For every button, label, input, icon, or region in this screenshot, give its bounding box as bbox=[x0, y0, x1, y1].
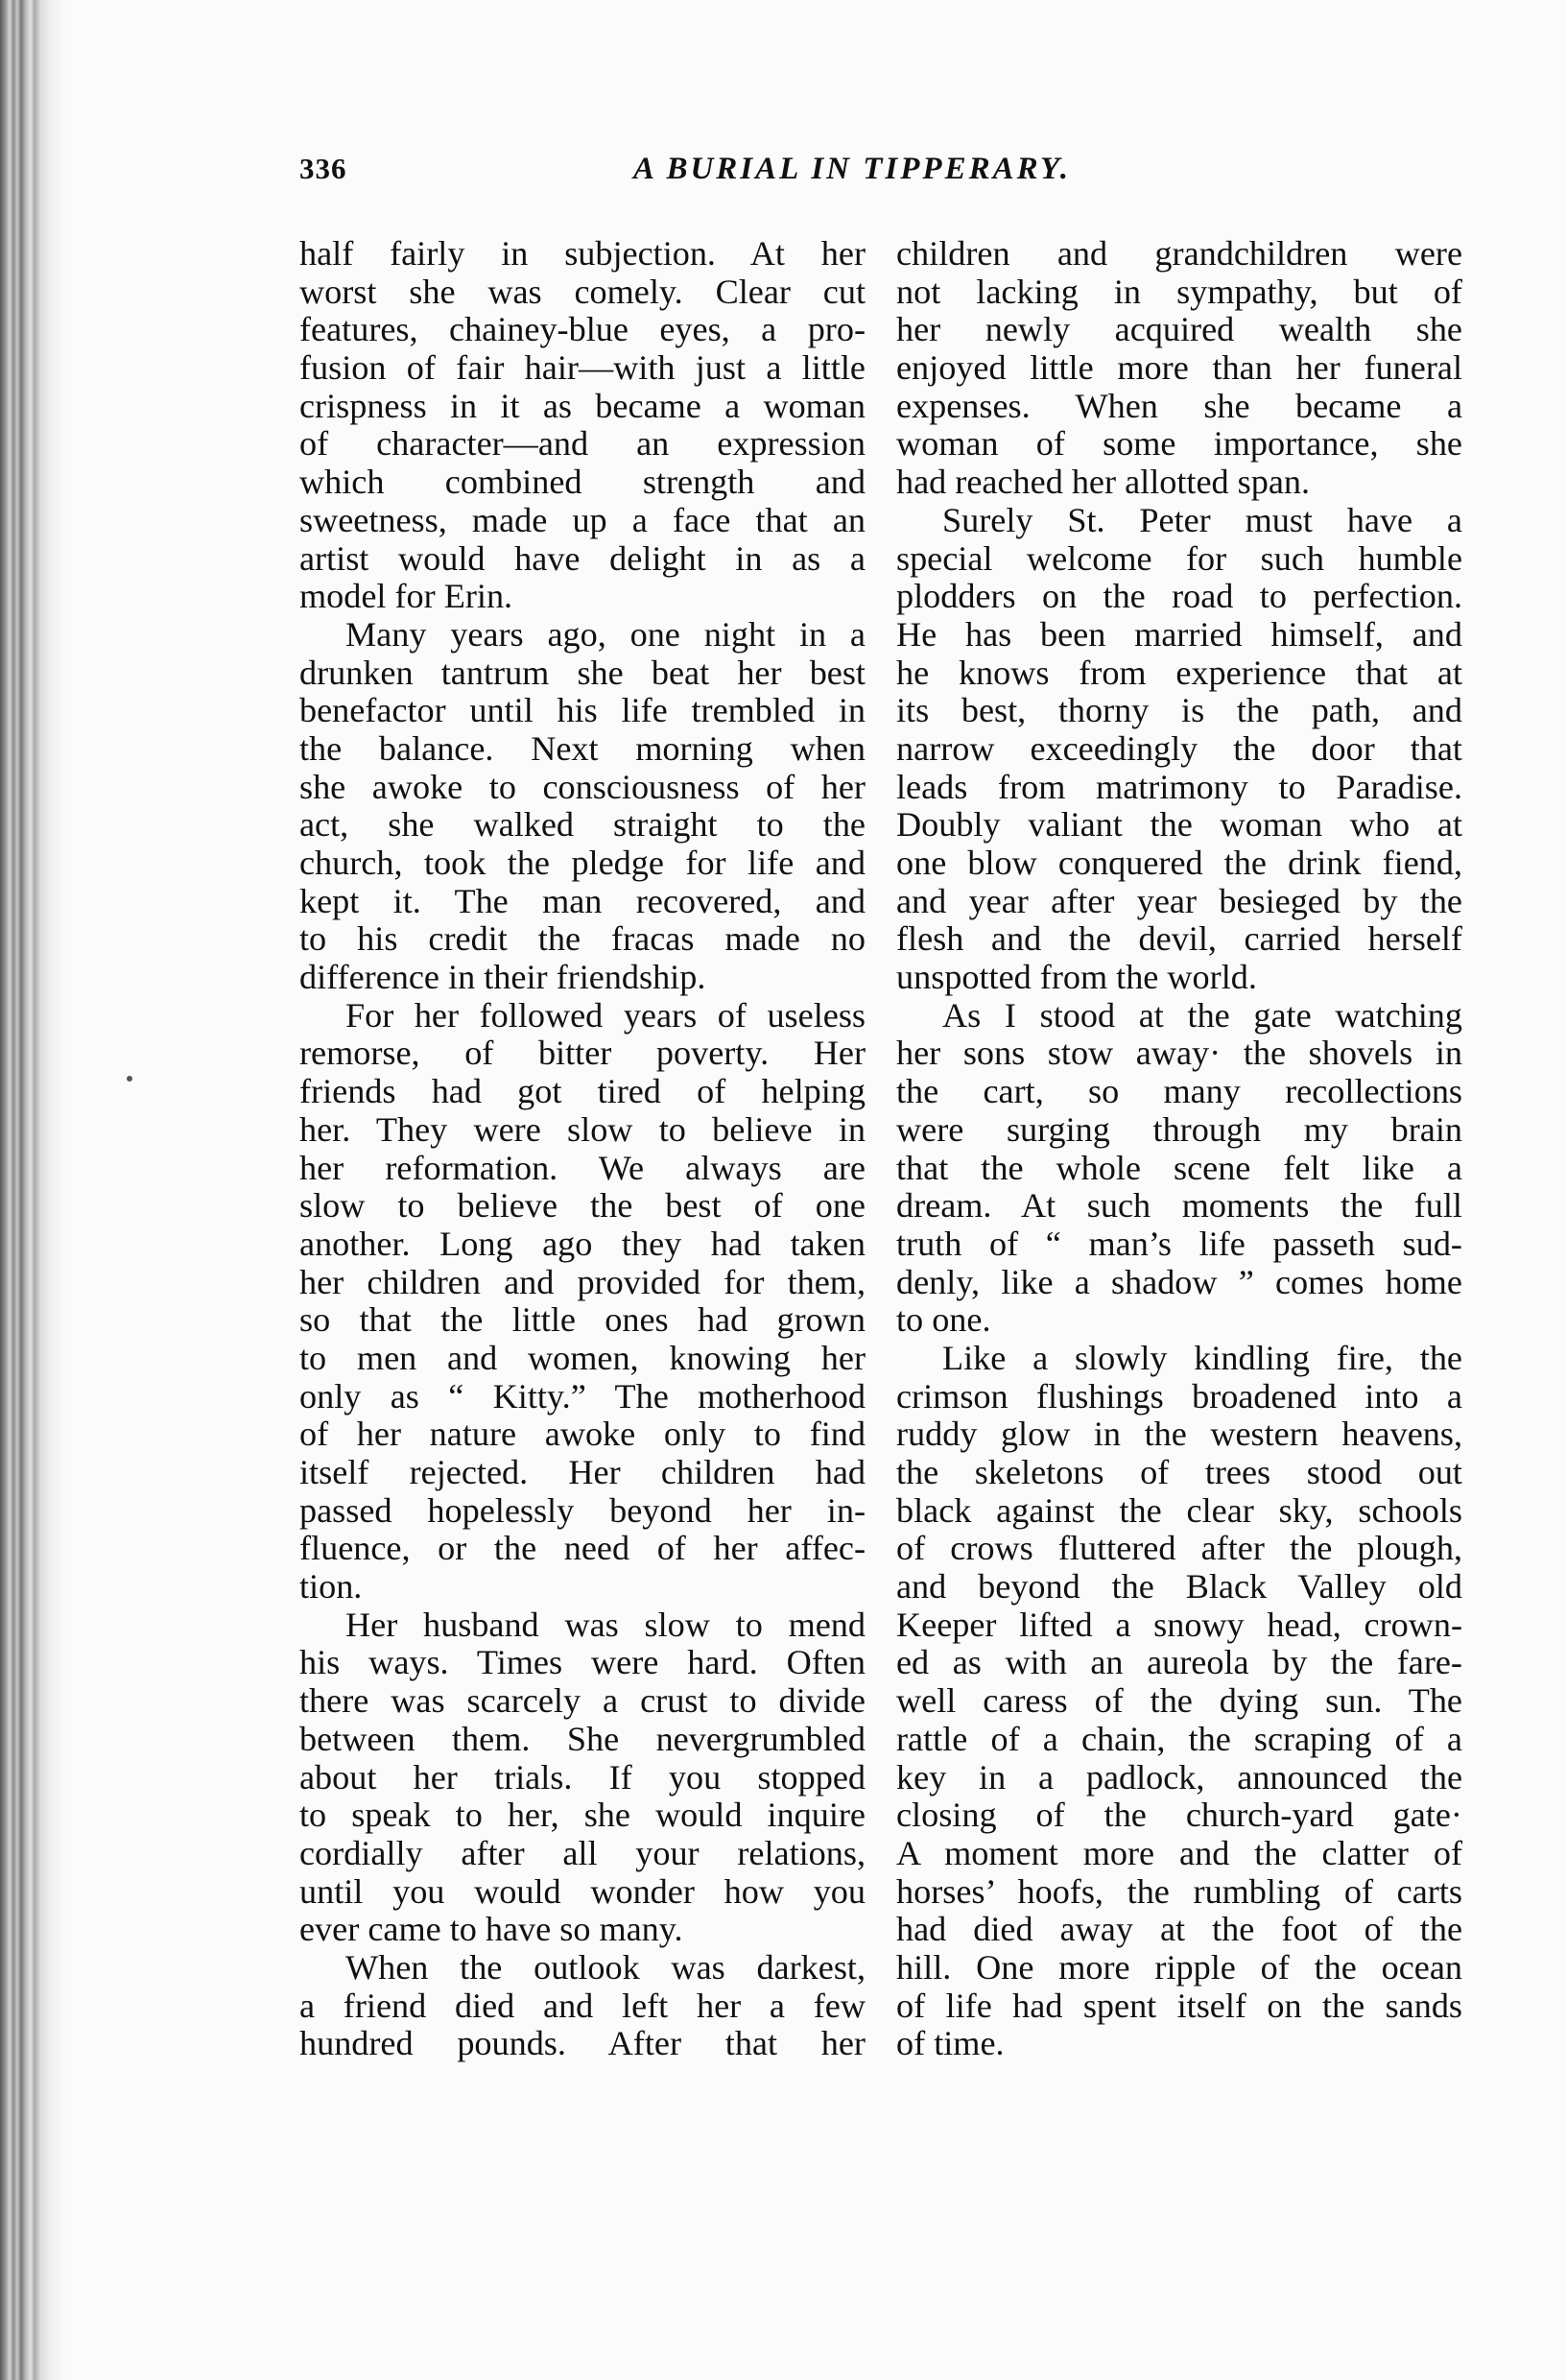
text-line: of time. bbox=[896, 2025, 1005, 2063]
text-line: Surely St. Peter must have a bbox=[942, 501, 1462, 539]
text-line: remorse, of bitter poverty. Her bbox=[299, 1035, 866, 1073]
text-line: plodders on the road to perfection. bbox=[896, 578, 1462, 616]
text-line: drunken tantrum she beat her best bbox=[299, 654, 866, 692]
text-line: black against the clear sky, schools bbox=[896, 1491, 1462, 1530]
text-line: he knows from experience that at bbox=[896, 654, 1462, 692]
text-line: ever came to have so many. bbox=[299, 1911, 683, 1949]
text-line: were surging through my brain bbox=[896, 1110, 1462, 1149]
text-line: narrow exceedingly the door that bbox=[896, 729, 1462, 768]
text-line: his ways. Times were hard. Often bbox=[299, 1644, 866, 1682]
text-line: between them. She nevergrumbled bbox=[299, 1720, 866, 1758]
text-line: her sons stow away· the shovels in bbox=[896, 1035, 1462, 1073]
text-line: of her nature awoke only to find bbox=[299, 1416, 866, 1454]
paragraph bbox=[299, 1606, 866, 1949]
text-line: of character—and an expression bbox=[299, 425, 866, 464]
text-line: which combined strength and bbox=[299, 464, 866, 502]
text-line: of life had spent itself on the sands bbox=[896, 1987, 1462, 2025]
text-line: to his credit the fracas made no bbox=[299, 920, 866, 959]
text-line: features, chainey-blue eyes, a pro- bbox=[299, 311, 866, 349]
paragraph bbox=[299, 997, 866, 1606]
text-line: benefactor until his life trembled in bbox=[299, 692, 866, 730]
text-line: denly, like a shadow ” comes home bbox=[896, 1263, 1462, 1301]
text-line: unspotted from the world. bbox=[896, 959, 1257, 997]
text-line: her reformation. We always are bbox=[299, 1149, 866, 1187]
text-line: special welcome for such humble bbox=[896, 539, 1462, 578]
text-line: slow to believe the best of one bbox=[299, 1187, 866, 1226]
text-line: well caress of the dying sun. The bbox=[896, 1682, 1462, 1721]
text-line: itself rejected. Her children had bbox=[299, 1454, 866, 1491]
text-line: a friend died and left her a few bbox=[299, 1987, 866, 2025]
text-line: half fairly in subjection. At her bbox=[299, 235, 866, 273]
book-spine-edge bbox=[0, 0, 67, 2380]
text-line: key in a padlock, announced the bbox=[896, 1758, 1462, 1797]
text-line: tion. bbox=[299, 1568, 363, 1606]
text-line: Keeper lifted a snowy head, crown- bbox=[896, 1606, 1462, 1644]
text-line: to speak to her, she would inquire bbox=[299, 1797, 866, 1835]
text-line: A moment more and the clatter of bbox=[896, 1834, 1462, 1872]
text-line: of crows fluttered after the plough, bbox=[896, 1530, 1462, 1568]
text-line: ed as with an aureola by the fare- bbox=[896, 1644, 1462, 1682]
text-line: Like a slowly kindling fire, the bbox=[942, 1339, 1462, 1377]
text-column-right bbox=[896, 235, 1462, 2063]
text-line: friends had got tired of helping bbox=[299, 1073, 866, 1111]
text-line: there was scarcely a crust to divide bbox=[299, 1682, 866, 1721]
text-line: so that the little ones had grown bbox=[299, 1301, 866, 1340]
text-line: He has been married himself, and bbox=[896, 615, 1462, 654]
text-line: leads from matrimony to Paradise. bbox=[896, 768, 1462, 806]
text-line: horses’ hoofs, the rumbling of carts bbox=[896, 1872, 1462, 1911]
text-line: hill. One more ripple of the ocean bbox=[896, 1948, 1462, 1987]
text-line: had reached her allotted span. bbox=[896, 464, 1311, 502]
paragraph bbox=[896, 997, 1462, 1340]
text-line: Many years ago, one night in a bbox=[345, 615, 866, 654]
text-line: When the outlook was darkest, bbox=[345, 1948, 866, 1987]
text-line: passed hopelessly beyond her in- bbox=[299, 1491, 866, 1530]
text-line: model for Erin. bbox=[299, 578, 513, 616]
text-line: another. Long ago they had taken bbox=[299, 1225, 866, 1263]
paragraph bbox=[896, 235, 1462, 502]
text-line: worst she was comely. Clear cut bbox=[299, 273, 866, 311]
text-line: woman of some importance, she bbox=[896, 425, 1462, 464]
text-line: flesh and the devil, carried herself bbox=[896, 920, 1462, 959]
text-line: the balance. Next morning when bbox=[299, 729, 866, 768]
text-line: not lacking in sympathy, but of bbox=[896, 273, 1462, 311]
text-line: As I stood at the gate watching bbox=[942, 996, 1462, 1035]
paragraph bbox=[299, 616, 866, 997]
text-line: to men and women, knowing her bbox=[299, 1339, 866, 1377]
text-line: had died away at the foot of the bbox=[896, 1911, 1462, 1949]
text-line: kept it. The man recovered, and bbox=[299, 882, 866, 920]
text-line: and year after year besieged by the bbox=[896, 882, 1462, 920]
text-line: church, took the pledge for life and bbox=[299, 845, 866, 882]
text-line: closing of the church-yard gate· bbox=[896, 1797, 1462, 1835]
text-line: until you would wonder how you bbox=[299, 1872, 866, 1911]
text-line: one blow conquered the drink fiend, bbox=[896, 845, 1462, 882]
text-line: cordially after all your relations, bbox=[299, 1834, 866, 1872]
text-line: children and grandchildren were bbox=[896, 235, 1462, 273]
text-column-left bbox=[299, 235, 866, 2063]
text-line: her children and provided for them, bbox=[299, 1263, 866, 1301]
text-line: about her trials. If you stopped bbox=[299, 1758, 866, 1797]
text-line: and beyond the Black Valley old bbox=[896, 1568, 1462, 1606]
text-line: expenses. When she became a bbox=[896, 387, 1462, 425]
text-line: act, she walked straight to the bbox=[299, 806, 866, 845]
text-line: the cart, so many recollections bbox=[896, 1073, 1462, 1111]
text-line: rattle of a chain, the scraping of a bbox=[896, 1720, 1462, 1758]
text-line: Her husband was slow to mend bbox=[345, 1606, 866, 1644]
running-head bbox=[299, 152, 1102, 198]
paragraph bbox=[896, 1340, 1462, 2063]
text-line: artist would have delight in as a bbox=[299, 539, 866, 578]
text-line: difference in their friendship. bbox=[299, 959, 706, 997]
text-line: ruddy glow in the western heavens, bbox=[896, 1416, 1462, 1454]
text-line: hundred pounds. After that her bbox=[299, 2025, 866, 2063]
text-line: dream. At such moments the full bbox=[896, 1187, 1462, 1226]
paragraph bbox=[299, 1949, 866, 2063]
text-line: to one. bbox=[896, 1301, 991, 1340]
scan-speck bbox=[127, 1076, 132, 1082]
text-line: fusion of fair hair—with just a little bbox=[299, 349, 866, 388]
text-line: crimson flushings broadened into a bbox=[896, 1377, 1462, 1416]
text-line: For her followed years of useless bbox=[345, 996, 866, 1035]
text-line: the skeletons of trees stood out bbox=[896, 1454, 1462, 1491]
text-line: Doubly valiant the woman who at bbox=[896, 806, 1462, 845]
text-line: its best, thorny is the path, and bbox=[896, 692, 1462, 730]
text-line: enjoyed little more than her funeral bbox=[896, 349, 1462, 388]
text-line: her newly acquired wealth she bbox=[896, 311, 1462, 349]
page-number: 336 bbox=[299, 152, 347, 185]
text-line: her. They were slow to believe in bbox=[299, 1110, 866, 1149]
paragraph bbox=[299, 235, 866, 616]
text-line: sweetness, made up a face that an bbox=[299, 501, 866, 539]
text-line: only as “ Kitty.” The motherhood bbox=[299, 1377, 866, 1416]
paragraph bbox=[896, 502, 1462, 997]
text-line: that the whole scene felt like a bbox=[896, 1149, 1462, 1187]
text-line: fluence, or the need of her affec- bbox=[299, 1530, 866, 1568]
text-line: crispness in it as became a woman bbox=[299, 387, 866, 425]
running-title: A BURIAL IN TIPPERARY. bbox=[633, 152, 1071, 186]
text-line: she awoke to consciousness of her bbox=[299, 768, 866, 806]
text-line: truth of “ man’s life passeth sud- bbox=[896, 1225, 1462, 1263]
